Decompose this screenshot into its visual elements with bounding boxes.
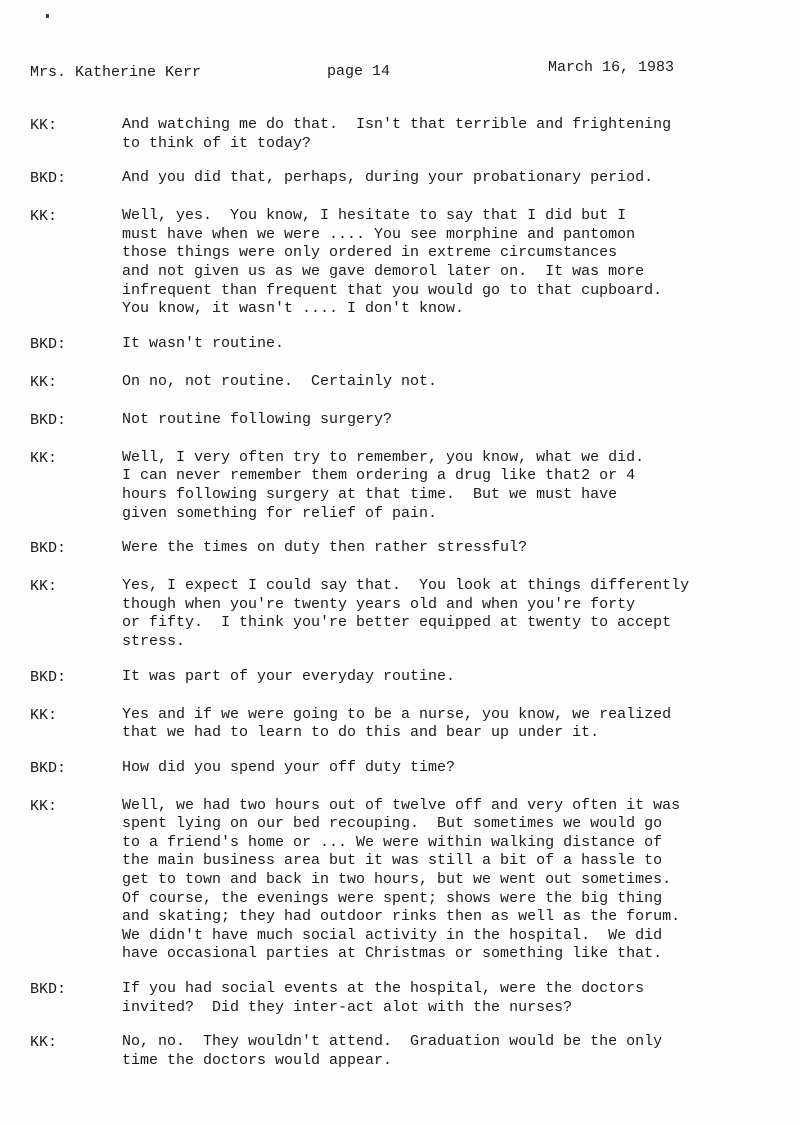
speaker-label: KK: xyxy=(30,373,58,391)
text-line: Were the times on duty then rather stressful? xyxy=(122,539,528,557)
transcript-entry xyxy=(0,797,800,964)
transcript-entry xyxy=(0,1033,800,1070)
text-line: to a friend's home or ... We were within walking distance of xyxy=(122,833,663,851)
transcript-entry xyxy=(0,116,800,153)
speaker-label: BKD: xyxy=(30,759,67,777)
speaker-label: BKD: xyxy=(30,411,67,429)
text-line: No, no. They wouldn't attend. Graduation would be the only xyxy=(122,1033,663,1051)
text-line: And watching me do that. Isn't that terrible and frightening xyxy=(122,116,672,133)
speaker-label: BKD: xyxy=(30,981,67,999)
text-line: On no, not routine. Certainly not. xyxy=(122,372,438,390)
text-line: have occasional parties at Christmas or something like that. xyxy=(122,945,663,963)
entry-text xyxy=(122,449,750,523)
transcript-entry xyxy=(0,668,800,690)
speaker-label: BKD: xyxy=(30,540,67,558)
text-line: or fifty. I think you're better equipped at twenty to accept xyxy=(122,614,672,632)
text-line: It was part of your everyday routine. xyxy=(122,667,456,685)
transcript-entry xyxy=(0,706,800,743)
text-line: invited? Did they inter-act alot with the nurses? xyxy=(122,998,573,1016)
text-line: Well, I very often try to remember, you know, what we did. xyxy=(122,448,645,466)
transcript-entry xyxy=(0,207,800,319)
entry-text xyxy=(122,797,750,964)
transcript-entry xyxy=(0,759,800,781)
speaker-label: KK: xyxy=(30,449,58,467)
text-line: hours following surgery at that time. But we must have xyxy=(122,485,618,503)
transcript-entry xyxy=(0,449,800,523)
text-line: that we had to learn to do this and bear up under it. xyxy=(122,724,600,742)
text-line: stress. xyxy=(122,632,186,650)
text-line: to think of it today? xyxy=(122,134,312,152)
transcript-entry xyxy=(0,980,800,1017)
text-line: must have when we were .... You see morphine and pantomon xyxy=(122,225,636,243)
entry-text xyxy=(122,373,750,392)
entry-text xyxy=(122,169,750,188)
entry-text xyxy=(122,539,750,558)
text-line: It wasn't routine. xyxy=(122,334,285,352)
text-line: infrequent than frequent that you would go to that cupboard. xyxy=(122,281,663,299)
speaker-label: KK: xyxy=(30,706,58,724)
text-line: And you did that, perhaps, during your probationary period. xyxy=(122,169,654,187)
entry-text xyxy=(122,706,750,743)
transcript-entry xyxy=(0,577,800,651)
speaker-label: KK: xyxy=(30,117,58,134)
speaker-label: KK: xyxy=(30,578,58,596)
speaker-label: BKD: xyxy=(30,668,67,686)
text-line: and skating; they had outdoor rinks then as well as the forum. xyxy=(122,908,681,926)
text-line: Well, we had two hours out of twelve off and very often it was xyxy=(122,796,681,814)
entry-text xyxy=(122,116,750,153)
text-line: the main business area but it was still a bit of a hassle to xyxy=(122,852,663,870)
text-line: and not given us as we gave demorol later on. It was more xyxy=(122,262,645,280)
text-line: those things were only ordered in extreme circumstances xyxy=(122,244,618,262)
text-line: though when you're twenty years old and when you're forty xyxy=(122,595,636,613)
transcript-entry xyxy=(0,411,800,433)
text-line: get to town and back in two hours, but we went out sometimes. xyxy=(122,871,672,889)
entry-text xyxy=(122,411,750,430)
transcript-entry xyxy=(0,335,800,357)
entry-text xyxy=(122,335,750,354)
text-line: You know, it wasn't .... I don't know. xyxy=(122,300,465,318)
page-number: page 14 xyxy=(327,63,391,80)
transcript-entry xyxy=(0,539,800,561)
speaker-label: BKD: xyxy=(30,335,67,353)
text-line: We didn't have much social activity in the hospital. We did xyxy=(122,926,663,944)
text-line: Well, yes. You know, I hesitate to say that I did but I xyxy=(122,207,627,225)
text-line: Yes, I expect I could say that. You look at things differently xyxy=(122,577,690,595)
transcript-entry xyxy=(0,169,800,191)
text-line: spent lying on our bed recouping. But sometimes we would go xyxy=(122,815,663,833)
interviewee-name: Mrs. Katherine Kerr xyxy=(30,64,202,81)
transcript-entry xyxy=(0,373,800,395)
interview-date: March 16, 1983 xyxy=(548,59,675,76)
entry-text xyxy=(122,759,750,778)
text-line: time the doctors would appear. xyxy=(122,1051,393,1069)
text-line: given something for relief of pain. xyxy=(122,504,438,522)
speaker-label: KK: xyxy=(30,208,58,226)
entry-text xyxy=(122,980,750,1017)
transcript-body xyxy=(0,116,800,1086)
entry-text xyxy=(122,1033,750,1070)
entry-text xyxy=(122,668,750,687)
entry-text xyxy=(122,577,750,651)
text-line: Yes and if we were going to be a nurse, you know, we realized xyxy=(122,705,672,723)
text-line: If you had social events at the hospital, were the doctors xyxy=(122,980,645,998)
scan-speck xyxy=(46,14,49,18)
entry-text xyxy=(122,207,750,319)
speaker-label: BKD: xyxy=(30,170,67,188)
speaker-label: KK: xyxy=(30,1034,58,1052)
text-line: How did you spend your off duty time? xyxy=(122,758,456,776)
text-line: Of course, the evenings were spent; shows were the big thing xyxy=(122,889,663,907)
page-header xyxy=(0,59,800,82)
text-line: Not routine following surgery? xyxy=(122,410,393,428)
text-line: I can never remember them ordering a drug like that2 or 4 xyxy=(122,467,636,485)
speaker-label: KK: xyxy=(30,797,58,815)
